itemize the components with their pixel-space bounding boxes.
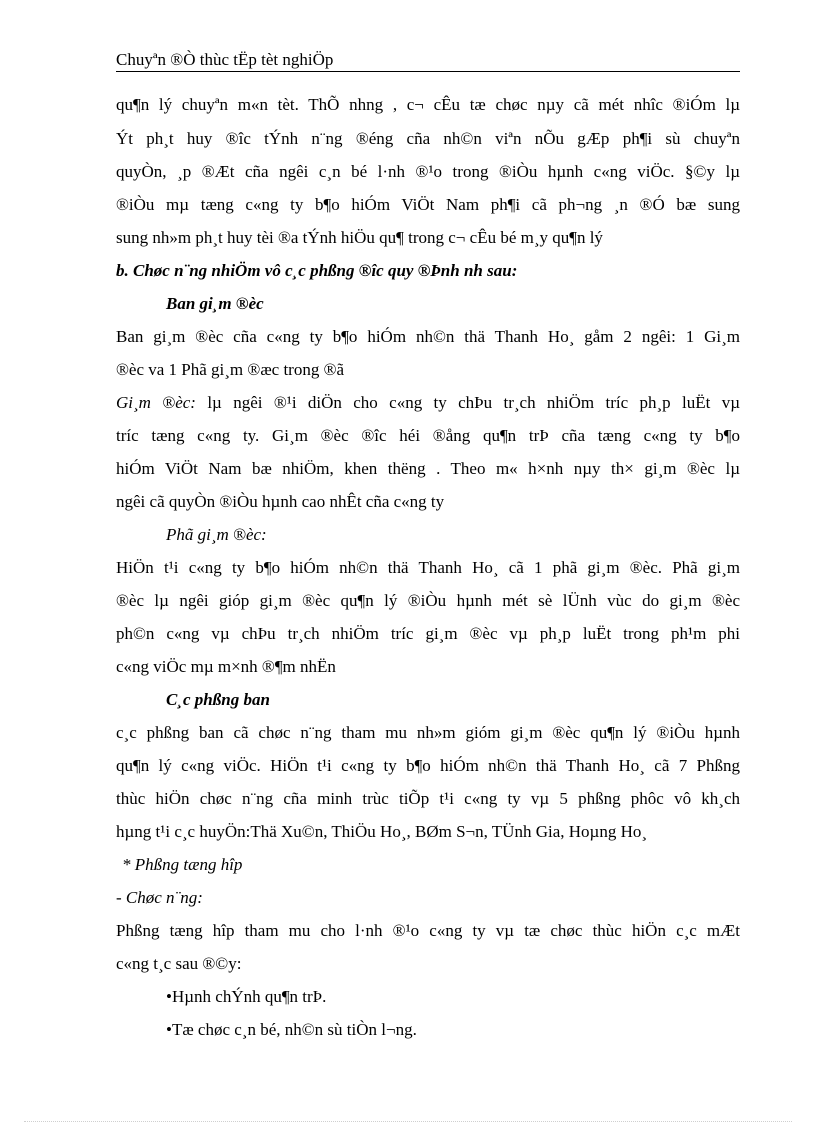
body-line: quyÒn, ¸p ®Æt cña ngêi c¸n bé l·nh ®¹o trong ®iÒu hµnh c«ng viÖc. §©y lµ — [116, 162, 740, 181]
bullet-item: •Hµnh chÝnh qu¶n trÞ. — [166, 987, 327, 1006]
subsection-heading: C¸c phßng ban — [166, 690, 270, 709]
role-text: lµ ngêi ®¹i diÖn cho c«ng ty chÞu tr¸ch nhiÖm tríc ph¸p luËt vµ — [195, 393, 741, 412]
body-line: qu¶n lý chuyªn m«n tèt. ThÕ nhng , c¬ cÊu tæ chøc nµy cã mét nhîc ®iÓm lµ — [116, 95, 740, 114]
body-line: hµng t¹i c¸c huyÖn:Thä Xu©n, ThiÖu Ho¸, BØm S¬n, TÜnh Gia, Hoµng Ho¸ — [116, 822, 648, 841]
body-line: ®èc lµ ngêi gióp gi¸m ®èc qu¶n lý ®iÒu hµnh mét sè lÜnh vùc do gi¸m ®èc — [116, 591, 740, 610]
body-line: c«ng t¸c sau ®©y: — [116, 954, 242, 973]
body-line: ngêi cã quyÒn ®iÒu hµnh cao nhÊt cña c«ng ty — [116, 492, 445, 511]
body-line: ®èc va 1 Phã gi¸m ®æc trong ®ã — [116, 360, 345, 379]
body-line: c¸c phßng ban cã chøc n¨ng tham mu nh»m gióm gi¸m ®èc qu¶n lý ®iÒu hµnh — [116, 723, 740, 742]
body-line — [116, 393, 740, 413]
function-label: - Chøc n¨ng: — [116, 888, 203, 907]
body-line: Ýt ph¸t huy ®îc tÝnh n¨ng ®éng cña nh©n viªn nÕu gÆp ph¶i sù chuyªn — [116, 129, 740, 148]
role-label: Gi¸m ®èc: — [116, 393, 196, 412]
body-line: HiÖn t¹i c«ng ty b¶o hiÓm nh©n thä Thanh Ho¸ cã 1 phã gi¸m ®èc. Phã gi¸m — [116, 558, 740, 577]
page-header-title: Chuyªn ®Ò thùc tËp tèt nghiÖp — [116, 50, 334, 69]
body-line: hiÓm ViÖt Nam bæ nhiÖm, khen thëng . Theo m« h×nh nµy th× gi¸m ®èc lµ — [116, 459, 740, 478]
body-line: ®iÒu mµ tæng c«ng ty b¶o hiÓm ViÖt Nam ph¶i cã ph¬ng ¸n ®Ó bæ sung — [116, 195, 740, 214]
subsection-heading: Phã gi¸m ®èc: — [166, 525, 267, 544]
body-line: Phßng tæng hîp tham mu cho l·nh ®¹o c«ng ty vµ tæ chøc thùc hiÖn c¸c mÆt — [116, 921, 740, 940]
body-line: thùc hiÖn chøc n¨ng cña minh trùc tiÕp t¹i c«ng ty vµ 5 phßng phôc vô kh¸ch — [116, 789, 740, 808]
department-heading: * Phßng tæng hîp — [122, 855, 243, 874]
page-bottom-border — [24, 1121, 792, 1122]
bullet-item: •Tæ chøc c¸n bé, nh©n sù tiÒn l¬ng. — [166, 1020, 417, 1039]
section-heading: b. Chøc n¨ng nhiÖm vô c¸c phßng ®îc quy ®Þnh nh sau: — [116, 261, 518, 280]
body-line: qu¶n lý c«ng viÖc. HiÖn t¹i c«ng ty b¶o hiÓm nh©n thä Thanh Ho¸ cã 7 Phßng — [116, 756, 740, 775]
body-line: tríc tæng c«ng ty. Gi¸m ®èc ®îc héi ®ång qu¶n trÞ cña tæng c«ng ty b¶o — [116, 426, 740, 445]
body-line: Ban gi¸m ®èc cña c«ng ty b¶o hiÓm nh©n thä Thanh Ho¸ gåm 2 ngêi: 1 Gi¸m — [116, 327, 740, 346]
body-line: sung nh»m ph¸t huy tèi ®a tÝnh hiÖu qu¶ trong c¬ cÊu bé m¸y qu¶n lý — [116, 228, 603, 247]
header-rule — [116, 71, 740, 72]
body-line: c«ng viÖc mµ m×nh ®¶m nhËn — [116, 657, 336, 676]
body-line: ph©n c«ng vµ chÞu tr¸ch nhiÖm tríc gi¸m ®èc vµ ph¸p luËt trong ph¹m phi — [116, 624, 740, 643]
subsection-heading: Ban gi¸m ®èc — [166, 294, 264, 313]
